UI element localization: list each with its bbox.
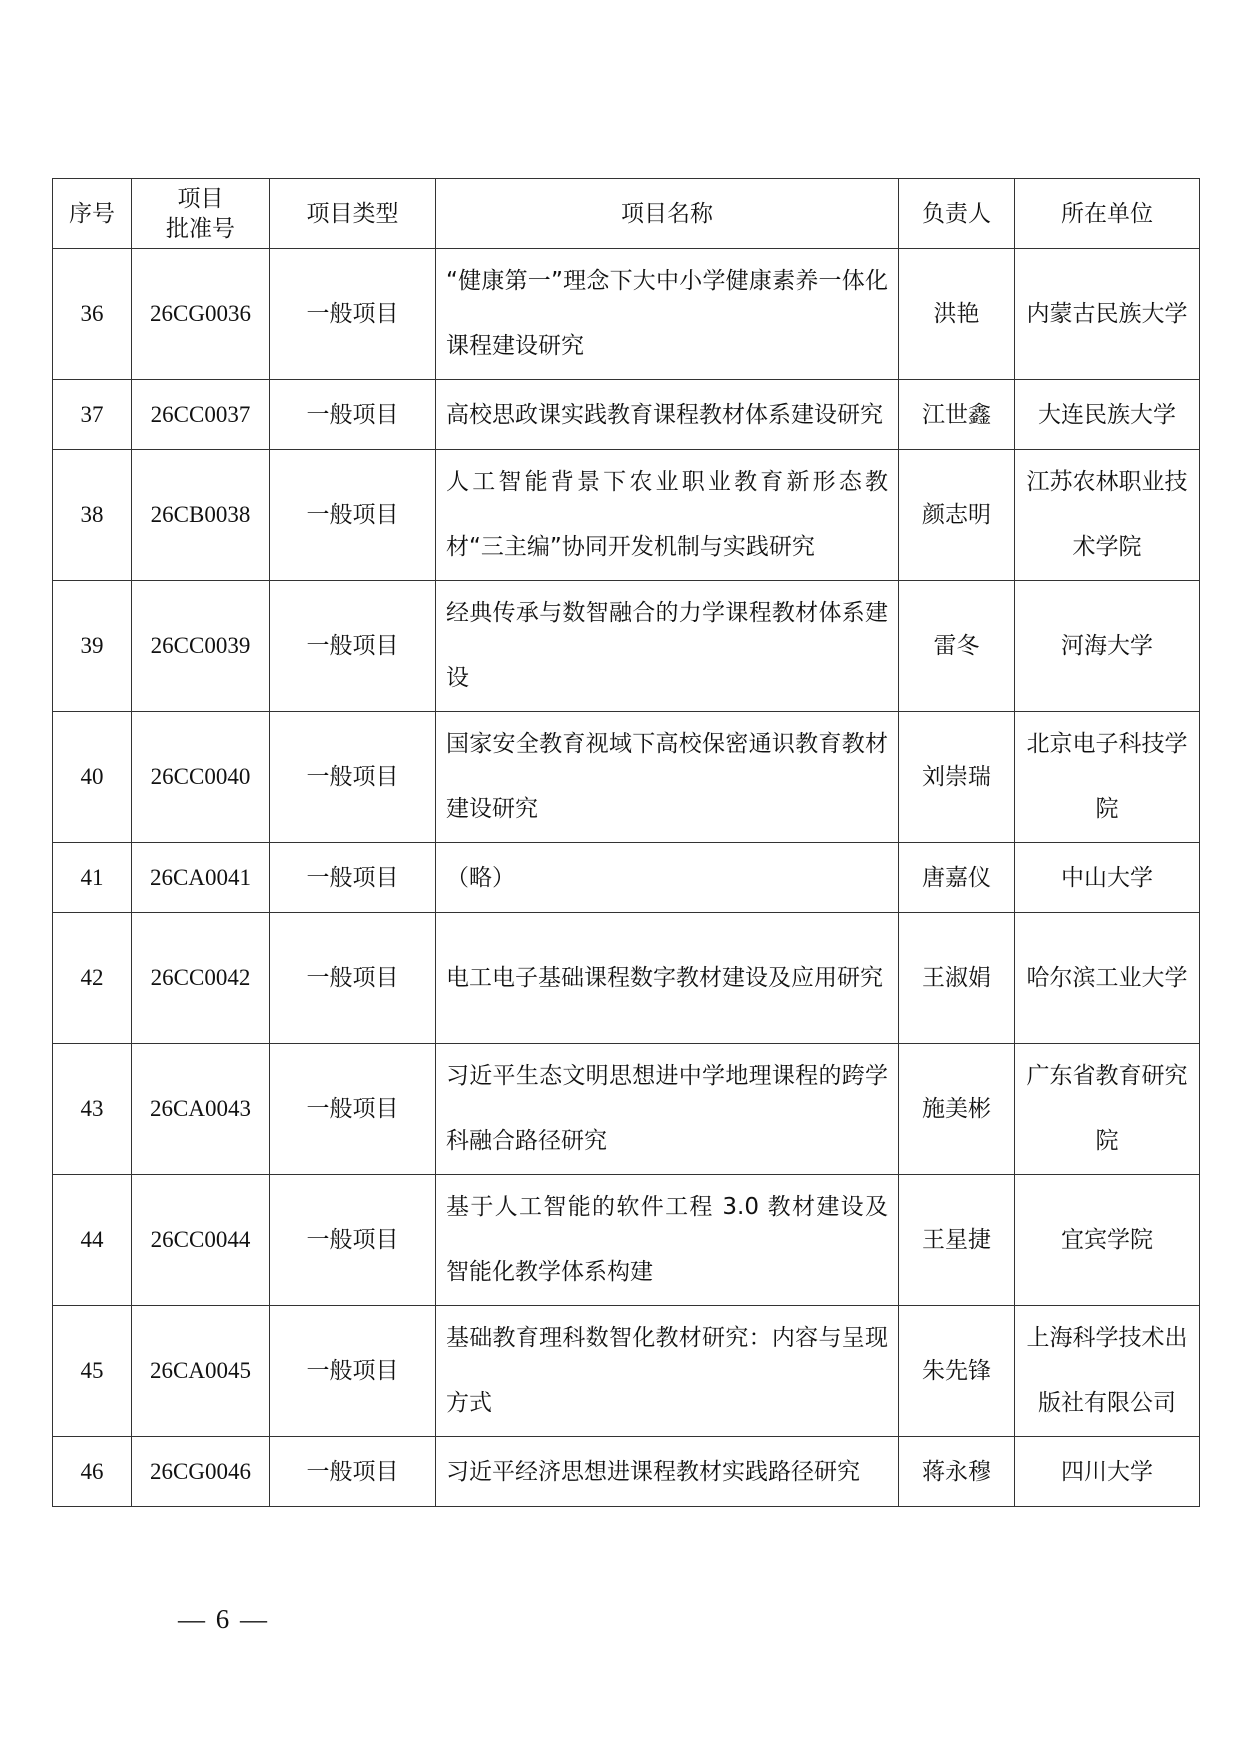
header-leader: 负责人 — [899, 179, 1015, 249]
table-row — [53, 913, 1200, 1044]
cell-type: 一般项目 — [270, 1175, 436, 1306]
cell-seq: 45 — [53, 1306, 132, 1437]
cell-unit: 广东省教育研究院 — [1015, 1044, 1200, 1175]
cell-unit: 河海大学 — [1015, 581, 1200, 712]
cell-code: 26CG0036 — [132, 249, 270, 380]
cell-unit: 宜宾学院 — [1015, 1175, 1200, 1306]
cell-code: 26CA0041 — [132, 843, 270, 913]
cell-seq: 39 — [53, 581, 132, 712]
cell-type: 一般项目 — [270, 581, 436, 712]
cell-unit: 中山大学 — [1015, 843, 1200, 913]
cell-name: 高校思政课实践教育课程教材体系建设研究 — [436, 380, 899, 450]
cell-name: “健康第一”理念下大中小学健康素养一体化课程建设研究 — [436, 249, 899, 380]
header-code-line1: 项目 — [177, 185, 224, 212]
table-row — [53, 581, 1200, 712]
table-row — [53, 843, 1200, 913]
cell-seq: 46 — [53, 1437, 132, 1507]
cell-unit: 江苏农林职业技术学院 — [1015, 450, 1200, 581]
header-code-line2: 批准号 — [166, 215, 235, 242]
cell-type: 一般项目 — [270, 843, 436, 913]
cell-code: 26CC0040 — [132, 712, 270, 843]
cell-leader: 朱先锋 — [899, 1306, 1015, 1437]
page-number: — 6 — — [178, 1604, 269, 1634]
cell-leader: 雷冬 — [899, 581, 1015, 712]
table-row — [53, 380, 1200, 450]
cell-name: 电工电子基础课程数字教材建设及应用研究 — [436, 913, 899, 1044]
cell-type: 一般项目 — [270, 1437, 436, 1507]
cell-type: 一般项目 — [270, 450, 436, 581]
cell-seq: 36 — [53, 249, 132, 380]
cell-name: 基于人工智能的软件工程 3.0 教材建设及智能化教学体系构建 — [436, 1175, 899, 1306]
cell-type: 一般项目 — [270, 249, 436, 380]
cell-leader: 施美彬 — [899, 1044, 1015, 1175]
cell-unit: 四川大学 — [1015, 1437, 1200, 1507]
cell-leader: 王星捷 — [899, 1175, 1015, 1306]
cell-type: 一般项目 — [270, 1044, 436, 1175]
cell-name: 基础教育理科数智化教材研究：内容与呈现方式 — [436, 1306, 899, 1437]
cell-unit: 哈尔滨工业大学 — [1015, 913, 1200, 1044]
header-name: 项目名称 — [436, 179, 899, 249]
cell-name: （略） — [436, 843, 899, 913]
cell-seq: 40 — [53, 712, 132, 843]
cell-code: 26CC0039 — [132, 581, 270, 712]
cell-type: 一般项目 — [270, 712, 436, 843]
cell-unit: 北京电子科技学院 — [1015, 712, 1200, 843]
cell-type: 一般项目 — [270, 380, 436, 450]
table-row — [53, 450, 1200, 581]
cell-seq: 37 — [53, 380, 132, 450]
cell-code: 26CA0043 — [132, 1044, 270, 1175]
cell-unit: 大连民族大学 — [1015, 380, 1200, 450]
project-table — [52, 178, 1200, 1507]
cell-type: 一般项目 — [270, 1306, 436, 1437]
cell-unit: 内蒙古民族大学 — [1015, 249, 1200, 380]
cell-code: 26CC0037 — [132, 380, 270, 450]
table-row — [53, 1437, 1200, 1507]
cell-code: 26CA0045 — [132, 1306, 270, 1437]
cell-seq: 43 — [53, 1044, 132, 1175]
cell-seq: 42 — [53, 913, 132, 1044]
table-row — [53, 1175, 1200, 1306]
table-row — [53, 712, 1200, 843]
cell-name: 习近平经济思想进课程教材实践路径研究 — [436, 1437, 899, 1507]
table-body — [53, 249, 1200, 1507]
cell-seq: 38 — [53, 450, 132, 581]
table-row — [53, 249, 1200, 380]
cell-unit: 上海科学技术出版社有限公司 — [1015, 1306, 1200, 1437]
cell-leader: 刘崇瑞 — [899, 712, 1015, 843]
cell-leader: 颜志明 — [899, 450, 1015, 581]
cell-leader: 王淑娟 — [899, 913, 1015, 1044]
cell-seq: 44 — [53, 1175, 132, 1306]
cell-code: 26CC0044 — [132, 1175, 270, 1306]
cell-leader: 唐嘉仪 — [899, 843, 1015, 913]
cell-leader: 蒋永穆 — [899, 1437, 1015, 1507]
cell-leader: 江世鑫 — [899, 380, 1015, 450]
cell-code: 26CG0046 — [132, 1437, 270, 1507]
cell-name: 经典传承与数智融合的力学课程教材体系建设 — [436, 581, 899, 712]
cell-name: 人工智能背景下农业职业教育新形态教材“三主编”协同开发机制与实践研究 — [436, 450, 899, 581]
table-row — [53, 1044, 1200, 1175]
cell-leader: 洪艳 — [899, 249, 1015, 380]
header-type: 项目类型 — [270, 179, 436, 249]
header-seq: 序号 — [53, 179, 132, 249]
cell-name: 国家安全教育视域下高校保密通识教育教材建设研究 — [436, 712, 899, 843]
header-unit: 所在单位 — [1015, 179, 1200, 249]
cell-type: 一般项目 — [270, 913, 436, 1044]
cell-seq: 41 — [53, 843, 132, 913]
cell-code: 26CC0042 — [132, 913, 270, 1044]
table-header-row — [53, 179, 1200, 249]
cell-code: 26CB0038 — [132, 450, 270, 581]
cell-name: 习近平生态文明思想进中学地理课程的跨学科融合路径研究 — [436, 1044, 899, 1175]
table-row — [53, 1306, 1200, 1437]
header-code — [132, 179, 270, 249]
